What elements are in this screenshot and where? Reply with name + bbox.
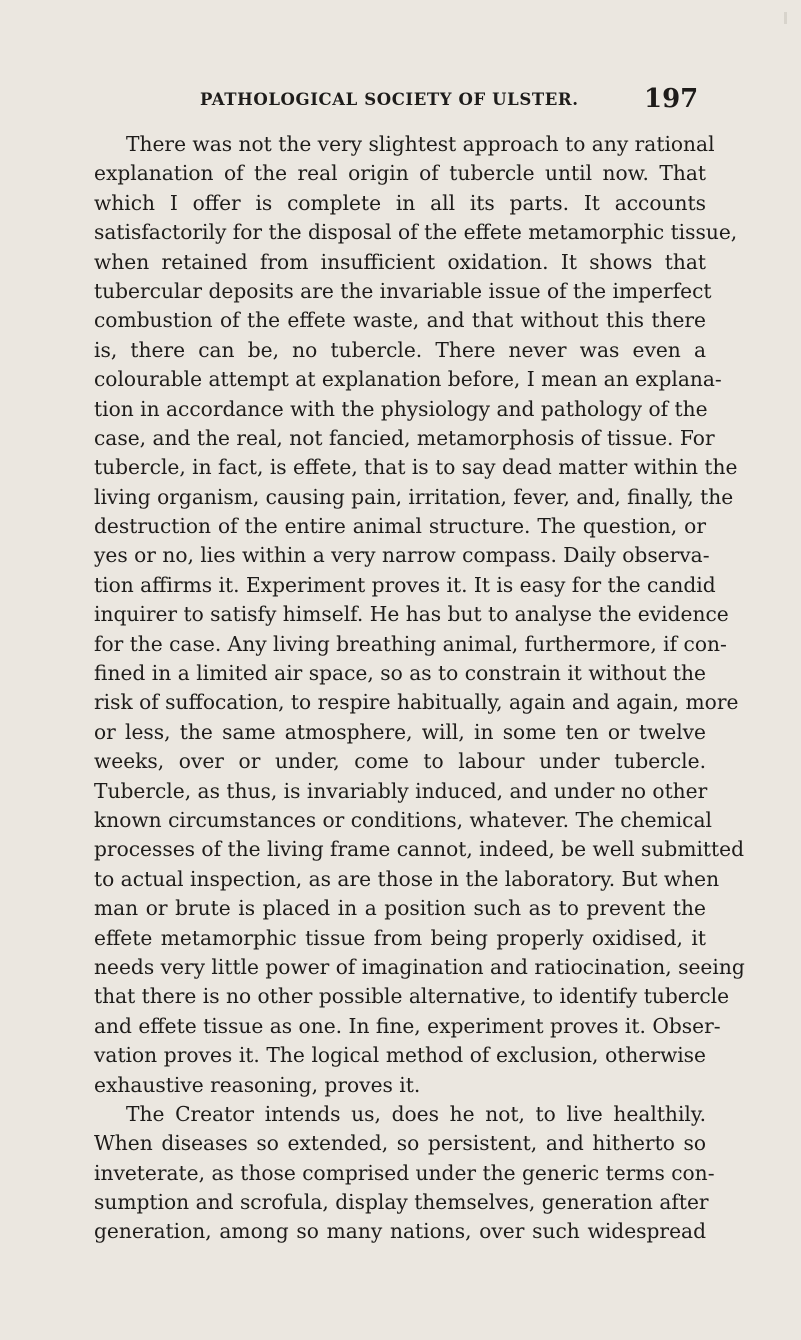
text-line: explanation of the real origin of tubercle until now. That bbox=[94, 161, 706, 186]
body-text bbox=[94, 130, 745, 1247]
text-line: is, there can be, no tubercle. There never was even a bbox=[94, 337, 706, 362]
text-line: When diseases so extended, so persistent, and hitherto so bbox=[94, 1131, 706, 1156]
running-head bbox=[0, 82, 801, 122]
text-line: Tubercle, as thus, is invariably induced, and under no other bbox=[94, 778, 708, 803]
text-line: The Creator intends us, does he not, to live healthily. bbox=[126, 1101, 706, 1126]
running-title: PATHOLOGICAL SOCIETY OF ULSTER. bbox=[200, 90, 579, 109]
text-line: known circumstances or conditions, whatever. The chemical bbox=[94, 807, 712, 832]
text-line: needs very little power of imagination and ratiocination, seeing bbox=[94, 954, 745, 979]
text-line: combustion of the effete waste, and that without this there bbox=[94, 308, 706, 333]
text-line: weeks, over or under, come to labour under tubercle. bbox=[94, 749, 706, 774]
text-line: case, and the real, not fancied, metamorphosis of tissue. For bbox=[94, 425, 715, 450]
text-line: fined in a limited air space, so as to constrain it without the bbox=[94, 661, 706, 686]
text-line: satisfactorily for the disposal of the effete metamorphic tissue, bbox=[94, 220, 738, 245]
text-line: sumption and scrofula, display themselves, generation after bbox=[94, 1190, 709, 1215]
text-line: inveterate, as those comprised under the generic terms con- bbox=[94, 1160, 715, 1185]
text-line: which I offer is complete in all its parts. It accounts bbox=[94, 190, 706, 215]
text-line: exhaustive reasoning, proves it. bbox=[94, 1072, 421, 1097]
text-line: tubercular deposits are the invariable issue of the imperfect bbox=[94, 278, 712, 303]
text-line: to actual inspection, as are those in the laboratory. But when bbox=[94, 866, 720, 891]
text-line: or less, the same atmosphere, will, in some ten or twelve bbox=[94, 719, 706, 744]
text-line: tion affirms it. Experiment proves it. It is easy for the candid bbox=[94, 572, 716, 597]
text-line: processes of the living frame cannot, indeed, be well submitted bbox=[94, 837, 745, 862]
text-line: inquirer to satisfy himself. He has but to analyse the evidence bbox=[94, 602, 729, 627]
text-line: tubercle, in fact, is effete, that is to say dead matter within the bbox=[94, 455, 738, 480]
text-line: risk of suffocation, to respire habitually, again and again, more bbox=[94, 690, 739, 715]
text-line: effete metamorphic tissue from being properly oxidised, it bbox=[94, 925, 706, 950]
text-line: tion in accordance with the physiology and pathology of the bbox=[94, 396, 708, 421]
text-line: and effete tissue as one. In fine, experiment proves it. Obser- bbox=[94, 1013, 721, 1038]
text-line: for the case. Any living breathing animal, furthermore, if con- bbox=[94, 631, 727, 656]
text-line: living organism, causing pain, irritation, fever, and, finally, the bbox=[94, 484, 734, 509]
text-line: that there is no other possible alternative, to identify tubercle bbox=[94, 984, 730, 1009]
text-line: vation proves it. The logical method of exclusion, otherwise bbox=[94, 1043, 706, 1068]
text-line: colourable attempt at explanation before, I mean an explana- bbox=[94, 367, 722, 392]
scan-artifact bbox=[784, 12, 787, 24]
text-line: generation, among so many nations, over such widespread bbox=[94, 1219, 706, 1244]
text-line: man or brute is placed in a position such as to prevent the bbox=[94, 896, 706, 921]
text-line: destruction of the entire animal structure. The question, or bbox=[94, 514, 706, 539]
page-number: 197 bbox=[644, 84, 699, 114]
text-line: when retained from insufficient oxidation. It shows that bbox=[94, 249, 706, 274]
text-line: There was not the very slightest approach to any rational bbox=[126, 132, 715, 156]
text-line: yes or no, lies within a very narrow compass. Daily observa- bbox=[94, 543, 710, 568]
